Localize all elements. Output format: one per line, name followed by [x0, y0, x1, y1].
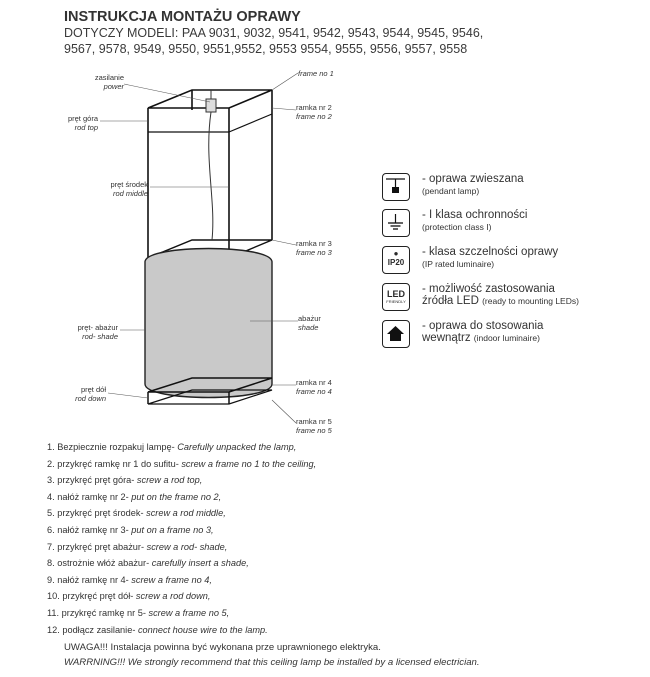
label-rod-top: pręt góra rod top — [67, 114, 98, 132]
indoor-house-icon — [382, 320, 410, 348]
label-frame-4: ramka nr 4 frame no 4 — [296, 378, 332, 396]
led-icon: LED FRIENDLY — [382, 283, 410, 311]
label-frame-3: ramka nr 3 frame no 3 — [296, 239, 332, 257]
ip20-icon: ● IP20 — [382, 246, 410, 274]
step-item: 6. nałóż ramkę nr 3- put on a frame no 3, — [47, 524, 214, 535]
label-frame-2: ramka nr 2 frame no 2 — [296, 103, 332, 121]
step-item: 4. nałóż ramkę nr 2- put on the frame no 2, — [47, 491, 222, 502]
ground-icon — [382, 209, 410, 237]
models-line-1: DOTYCZY MODELI: PAA 9031, 9032, 9541, 9542, 9543, 9544, 9545, 9546, — [64, 26, 484, 40]
label-shade: abażur shade — [298, 314, 321, 332]
step-item: 7. przykręć pręt abażur- screw a rod- shade, — [47, 541, 228, 552]
step-item: 11. przykręć ramkę nr 5- screw a frame no 5, — [47, 607, 230, 618]
warning-en: WARRNING!!! We strongly recommend that this ceiling lamp be installed by a licensed electrician. — [64, 657, 480, 668]
label-rod-down: pręt dół rod down — [75, 385, 106, 403]
step-item: 1. Bezpiecznie rozpakuj lampę- Carefully unpacked the lamp, — [47, 442, 297, 452]
label-power: zasilanie power — [94, 73, 124, 91]
step-item: 2. przykręć ramkę nr 1 do sufitu- screw a frame no 1 to the ceiling, — [47, 458, 317, 469]
warning-pl: UWAGA!!! Instalacja powinna być wykonana prze uprawnionego elektryka. — [64, 642, 381, 653]
step-item: 3. przykręć pręt góra- screw a rod top, — [47, 475, 203, 486]
page-title: INSTRUKCJA MONTAŻU OPRAWY — [64, 9, 301, 25]
shade — [145, 249, 272, 398]
label-rod-middle: pręt środek rod middle — [110, 180, 148, 198]
label-rod-shade: pręt- abażur rod- shade — [77, 323, 118, 341]
pendant-lamp-icon — [382, 173, 410, 201]
label-frame-1: frame no 1 — [298, 69, 334, 78]
step-item: 5. przykręć pręt środek- screw a rod middle, — [47, 508, 226, 519]
step-item: 10. przykręć pręt dół- screw a rod down, — [47, 591, 211, 602]
models-line-2: 9567, 9578, 9549, 9550, 9551,9552, 9553 9554, 9555, 9556, 9557, 9558 — [64, 42, 468, 56]
instruction-steps — [47, 439, 316, 638]
label-frame-5: ramka nr 5 frame no 5 — [296, 417, 332, 435]
step-item: 12. podłącz zasilanie- connect house wire to the lamp. — [47, 624, 268, 635]
step-item: 9. nałóż ramkę nr 4- screw a frame no 4, — [47, 574, 212, 585]
step-item: 8. ostrożnie włóż abażur- carefully insert a shade, — [47, 558, 249, 569]
